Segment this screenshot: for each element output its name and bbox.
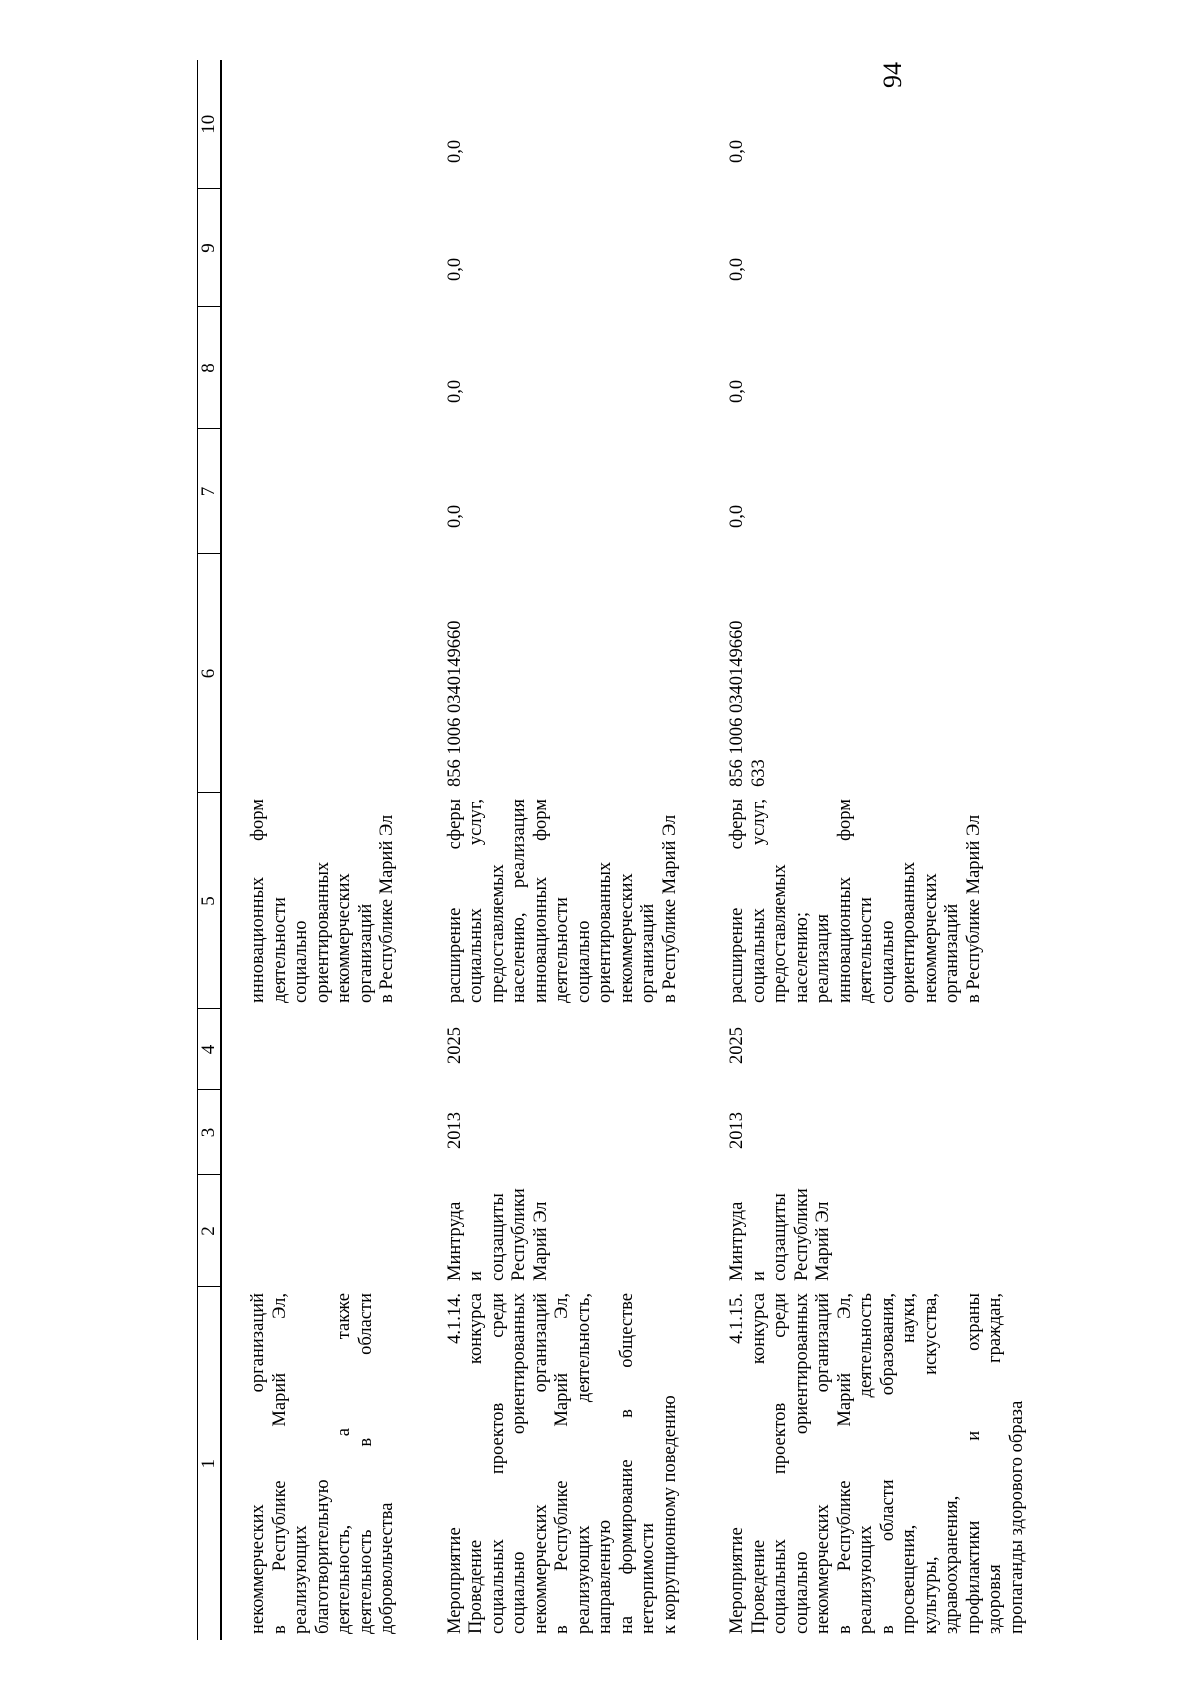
- cell-text-line: некоммерческих организаций: [530, 1293, 551, 1634]
- cell-c1: [221, 1287, 399, 1640]
- cell-text-line: предоставляемых: [770, 864, 790, 1003]
- cell-text-line: реализующих: [291, 1525, 311, 1634]
- cell-text-line: 856 1006 0340149660: [727, 620, 747, 787]
- cell-text-line: Минтруда: [444, 1201, 465, 1281]
- cell-text-line: в Республике Марий Эл: [659, 814, 680, 1003]
- column-number: 3: [198, 1090, 222, 1175]
- cell-text-line: социально: [573, 920, 594, 1003]
- cell-text-line: организаций: [355, 903, 376, 1003]
- column-number: 5: [198, 793, 222, 1009]
- table-row: [681, 60, 1028, 1640]
- cell-text-line: социальных проектов среди: [487, 1293, 508, 1634]
- cell-c1: [399, 1287, 682, 1640]
- column-number: 6: [198, 554, 222, 793]
- cell-text-line: в Республике Марий Эл,: [552, 1293, 572, 1634]
- cell-text-line: социальных услуг,: [466, 799, 486, 1003]
- cell-text-line: в Республике Марий Эл: [377, 814, 397, 1003]
- column-number: 9: [198, 189, 222, 307]
- cell-text-line: деятельность, а также: [334, 1293, 354, 1634]
- column-number: 8: [198, 307, 222, 429]
- cell-text-line: здоровья граждан,: [985, 1293, 1005, 1634]
- cell-c7: [221, 429, 399, 554]
- cell-c6: [399, 554, 682, 793]
- cell-text-line: и соцзащиты: [466, 1193, 508, 1281]
- cell-c9: 0,0: [444, 257, 465, 281]
- cell-text-line: Проведение конкурса: [466, 1293, 486, 1634]
- cell-text-line: в Республике Марий Эл,: [834, 1293, 855, 1634]
- cell-text-line: деятельности: [269, 897, 290, 1003]
- cell-c4: 2025: [727, 1027, 747, 1064]
- cell-text-line: Республики: [791, 1188, 812, 1281]
- cell-text-line: предоставляемых: [487, 864, 508, 1003]
- table-row: [399, 60, 682, 1640]
- cell-c5: [221, 793, 399, 1009]
- cell-c5: [681, 793, 1028, 1009]
- cell-c2: [681, 1175, 1028, 1287]
- cell-text-line: Марий Эл: [813, 1201, 833, 1281]
- cell-text-line: социально: [291, 920, 311, 1003]
- cell-text-line: Проведение конкурса: [748, 1293, 769, 1634]
- cell-text-line: здравоохранения,: [942, 1495, 962, 1634]
- cell-text-line: профилактики и охраны: [963, 1293, 984, 1634]
- cell-c8: 0,0: [727, 379, 747, 403]
- table-body: [221, 60, 1028, 1640]
- cell-c7: 0,0: [727, 504, 747, 528]
- cell-text-line: организаций: [638, 903, 658, 1003]
- cell-text-line: 856 1006 0340149660: [444, 620, 465, 787]
- cell-c10: 0,0: [444, 139, 465, 163]
- column-number-row: [198, 60, 222, 1640]
- cell-c3: [221, 1090, 399, 1175]
- column-number: 4: [198, 1009, 222, 1090]
- cell-c6: [221, 554, 399, 793]
- cell-c8: [221, 307, 399, 429]
- cell-text-line: и соцзащиты: [748, 1193, 790, 1281]
- cell-text-line: в Республике Марий Эл: [963, 814, 984, 1003]
- cell-c6: [681, 554, 1028, 793]
- cell-text-line: некоммерческих: [920, 873, 941, 1003]
- cell-text-line: организаций: [942, 903, 962, 1003]
- cell-c9: [221, 189, 399, 307]
- cell-text-line: некоммерческих организаций: [813, 1293, 833, 1634]
- cell-text-line: деятельности: [856, 897, 876, 1003]
- rotated-sheet: [197, 60, 1027, 1640]
- page-number: 94: [878, 62, 907, 88]
- cell-text-line: некоммерческих: [334, 873, 354, 1003]
- cell-c5: [399, 793, 682, 1009]
- cell-text-line: ориентированных: [312, 861, 333, 1003]
- cell-c3: 2013: [727, 1112, 747, 1149]
- cell-text-line: деятельности: [552, 897, 572, 1003]
- table-row: [221, 60, 399, 1640]
- cell-text-line: реализующих деятельность: [856, 1293, 876, 1634]
- cell-text-line: населению, реализация: [509, 799, 529, 1003]
- cell-text-line: пропаганды здорового образа: [1006, 1400, 1027, 1634]
- cell-text-line: реализация: [813, 913, 833, 1003]
- cell-c2: [221, 1175, 399, 1287]
- cell-text-line: ориентированных: [595, 861, 615, 1003]
- cell-text-line: Мероприятие 4.1.14.: [444, 1293, 465, 1634]
- cell-text-line: к коррупционному поведению: [659, 1395, 680, 1634]
- cell-text-line: социально ориентированных: [509, 1293, 529, 1634]
- cell-text-line: Марий Эл: [530, 1201, 551, 1281]
- cell-text-line: социальных услуг,: [748, 799, 769, 1003]
- cell-c2: [399, 1175, 682, 1287]
- cell-text-line: просвещения, науки,: [899, 1293, 919, 1634]
- cell-c7: 0,0: [444, 504, 465, 528]
- cell-c10: [221, 60, 399, 189]
- column-number: 2: [198, 1175, 222, 1287]
- column-number: 10: [198, 60, 222, 189]
- cell-text-line: социально: [877, 920, 898, 1003]
- cell-text-line: в Республике Марий Эл,: [269, 1293, 290, 1634]
- cell-text-line: благотворительную: [312, 1479, 333, 1634]
- cell-text-line: некоммерческих: [616, 873, 637, 1003]
- cell-c4: 2025: [444, 1027, 465, 1064]
- cell-text-line: деятельность в области: [355, 1293, 376, 1634]
- cell-text-line: Минтруда: [727, 1201, 747, 1281]
- cell-text-line: направленную: [595, 1519, 615, 1634]
- cell-c4: [221, 1009, 399, 1090]
- column-number: 1: [198, 1287, 222, 1640]
- column-number: 7: [198, 429, 222, 554]
- cell-text-line: на формирование в обществе: [616, 1293, 637, 1634]
- cell-text-line: добровольчества: [377, 1502, 397, 1634]
- cell-text-line: инновационных форм: [530, 799, 551, 1003]
- cell-c3: 2013: [444, 1112, 465, 1149]
- cell-text-line: некоммерческих организаций: [248, 1293, 268, 1634]
- cell-text-line: Республики: [509, 1188, 529, 1281]
- cell-text-line: нетерпимости: [638, 1522, 658, 1634]
- cell-c8: 0,0: [444, 379, 465, 403]
- program-table: [197, 60, 1028, 1640]
- cell-text-line: расширение сферы: [727, 799, 747, 1003]
- cell-text-line: социальных проектов среди: [770, 1293, 790, 1634]
- cell-text-line: населению;: [791, 912, 812, 1003]
- cell-text-line: реализующих деятельность,: [573, 1293, 594, 1634]
- cell-c9: 0,0: [727, 257, 747, 281]
- cell-text-line: Мероприятие 4.1.15.: [727, 1293, 747, 1634]
- cell-c1: [681, 1287, 1028, 1640]
- cell-text-line: культуры, искусства,: [920, 1293, 941, 1634]
- cell-text-line: 633: [748, 759, 769, 787]
- cell-text-line: в области образования,: [877, 1293, 898, 1634]
- cell-text-line: инновационных форм: [248, 799, 268, 1003]
- cell-text-line: расширение сферы: [444, 799, 465, 1003]
- cell-text-line: социально ориентированных: [791, 1293, 812, 1634]
- cell-c10: 0,0: [727, 139, 747, 163]
- cell-text-line: инновационных форм: [834, 799, 855, 1003]
- cell-text-line: ориентированных: [899, 861, 919, 1003]
